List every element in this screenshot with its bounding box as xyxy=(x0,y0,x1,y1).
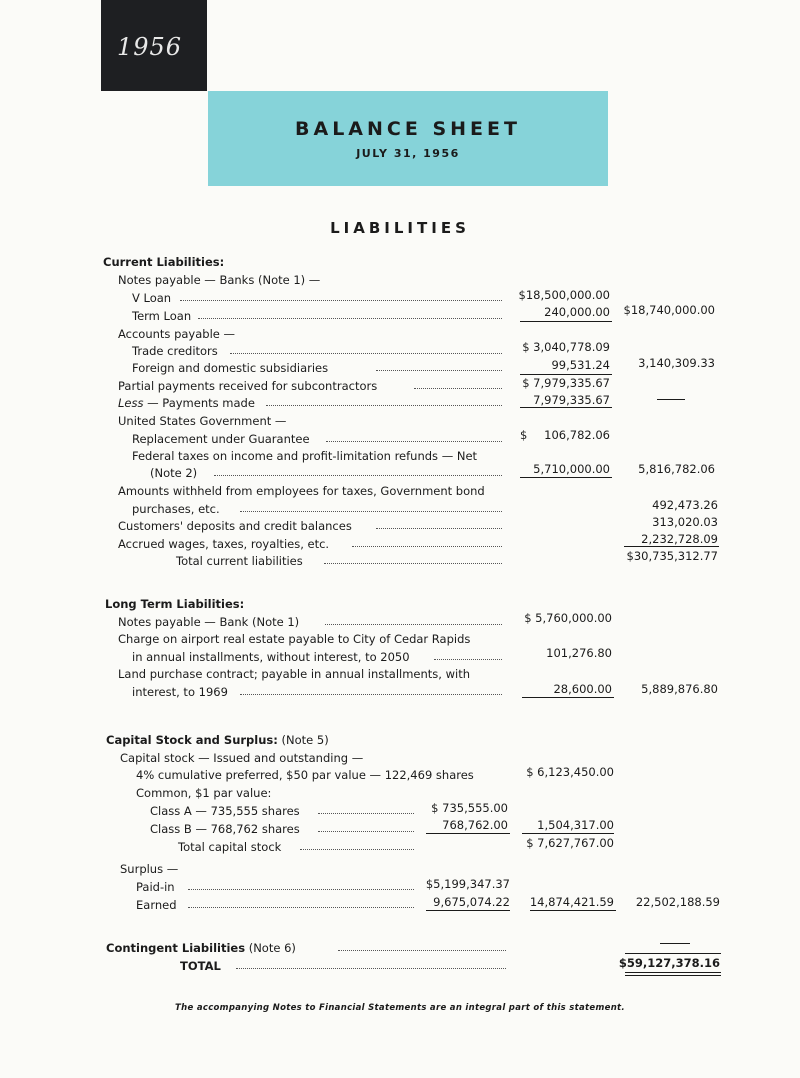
bank-note-amount: $ 5,760,000.00 xyxy=(524,611,612,625)
less-italic: Less xyxy=(118,396,144,410)
earned-amount: 9,675,074.22 xyxy=(433,895,510,909)
replacement-currency: $ xyxy=(520,428,528,442)
underline xyxy=(520,407,612,408)
leader-dots xyxy=(240,685,502,695)
class-b-label: Class B — 768,762 shares xyxy=(150,822,300,836)
term-loan-amount: 240,000.00 xyxy=(544,305,610,319)
less-payments-text: — Payments made xyxy=(143,396,255,410)
surplus-label: Surplus — xyxy=(120,862,179,876)
leader-dots xyxy=(180,291,502,301)
liabilities-heading: LIABILITIES xyxy=(330,219,470,237)
contingent-heading: Contingent Liabilities xyxy=(106,941,246,955)
long-term-heading: Long Term Liabilities: xyxy=(105,597,245,611)
airport-charge-amount: 101,276.80 xyxy=(546,646,612,660)
year-label: 1956 xyxy=(117,33,183,61)
leader-dots xyxy=(434,650,502,660)
leader-dots xyxy=(300,840,414,850)
common-label: Common, $1 par value: xyxy=(136,786,272,800)
leader-dots xyxy=(236,959,506,969)
double-underline-bottom xyxy=(625,975,721,976)
foreign-subsidiaries-label: Foreign and domestic subsidiaries xyxy=(132,361,329,375)
leader-dots xyxy=(376,519,502,529)
leader-dots xyxy=(324,554,502,564)
class-a-amount: $ 735,555.00 xyxy=(431,801,508,815)
v-loan-label: V Loan xyxy=(132,291,172,305)
leader-dots xyxy=(188,880,414,890)
airport-charge-label-2: in annual installments, without interest, to 2050 xyxy=(132,650,410,664)
leader-dots xyxy=(318,804,414,814)
leader-dots xyxy=(376,361,502,371)
page-title: BALANCE SHEET xyxy=(295,118,521,140)
total-current-amount: $30,735,312.77 xyxy=(626,549,718,563)
underline xyxy=(520,374,612,375)
footnote: The accompanying Notes to Financial Statements are an integral part of this statement. xyxy=(175,1003,625,1013)
v-loan-amount: $18,500,000.00 xyxy=(518,288,610,302)
surplus-total: 14,874,421.59 xyxy=(529,895,614,909)
paid-in-amount: $5,199,347.37 xyxy=(425,877,510,891)
class-a-label: Class A — 735,555 shares xyxy=(150,804,300,818)
notes-payable-total: $18,740,000.00 xyxy=(623,303,715,317)
total-current-label: Total current liabilities xyxy=(176,554,303,568)
land-contract-amount: 28,600.00 xyxy=(553,682,612,696)
federal-taxes-label: Federal taxes on income and profit-limitation refunds — Net xyxy=(132,449,478,463)
underline xyxy=(520,477,612,478)
us-government-total: 5,816,782.06 xyxy=(638,462,715,476)
current-liabilities-heading: Current Liabilities: xyxy=(103,255,225,269)
leader-dots xyxy=(214,466,502,476)
underline xyxy=(522,833,614,834)
partial-payments-label: Partial payments received for subcontractors xyxy=(118,379,378,393)
airport-charge-label: Charge on airport real estate payable to City of Cedar Rapids xyxy=(118,632,471,646)
accounts-payable-total: 3,140,309.33 xyxy=(638,356,715,370)
less-payments-label xyxy=(118,396,255,410)
statement-date: JULY 31, 1956 xyxy=(356,147,460,160)
us-government-label: United States Government — xyxy=(118,414,287,428)
year-block xyxy=(101,0,207,91)
underline xyxy=(426,833,510,834)
term-loan-label: Term Loan xyxy=(132,309,192,323)
preferred-amount: $ 6,123,450.00 xyxy=(526,765,614,779)
bank-note-label: Notes payable — Bank (Note 1) xyxy=(118,615,300,629)
replacement-amount: 106,782.06 xyxy=(544,428,610,442)
total-label: TOTAL xyxy=(180,959,221,973)
leader-dots xyxy=(318,822,414,832)
class-b-amount: 768,762.00 xyxy=(442,818,508,832)
preferred-label: 4% cumulative preferred, $50 par value — 122,469 shares xyxy=(136,768,474,782)
underline xyxy=(530,910,616,911)
contingent-liabilities-label xyxy=(106,941,296,955)
capital-stock-label: Capital stock — Issued and outstanding — xyxy=(120,751,364,765)
earned-label: Earned xyxy=(136,898,177,912)
paid-in-label: Paid-in xyxy=(136,880,175,894)
amounts-withheld-label-2: purchases, etc. xyxy=(132,502,220,516)
land-contract-label: Land purchase contract; payable in annual installments, with xyxy=(118,667,471,681)
contingent-note: (Note 6) xyxy=(245,941,296,955)
leader-dots xyxy=(352,537,502,547)
long-term-total: 5,889,876.80 xyxy=(641,682,718,696)
leader-dots xyxy=(338,941,506,951)
accrued-wages-label: Accrued wages, taxes, royalties, etc. xyxy=(118,537,330,551)
nil-dash xyxy=(657,399,685,400)
leader-dots xyxy=(188,898,414,908)
accounts-payable-label: Accounts payable — xyxy=(118,327,236,341)
leader-dots xyxy=(414,379,502,389)
capital-heading-note: (Note 5) xyxy=(277,733,329,747)
replacement-label: Replacement under Guarantee xyxy=(132,432,310,446)
leader-dots xyxy=(326,432,502,442)
amounts-withheld-label: Amounts withheld from employees for taxes, Government bond xyxy=(118,484,485,498)
customer-deposits-label: Customers' deposits and credit balances xyxy=(118,519,352,533)
title-banner xyxy=(208,91,608,186)
trade-creditors-amount: $ 3,040,778.09 xyxy=(522,340,610,354)
amounts-withheld-amount: 492,473.26 xyxy=(652,498,718,512)
double-underline-top xyxy=(625,972,721,973)
total-capital-amount: $ 7,627,767.00 xyxy=(526,836,614,850)
land-contract-label-2: interest, to 1969 xyxy=(132,685,228,699)
total-capital-label: Total capital stock xyxy=(178,840,282,854)
leader-dots xyxy=(325,615,502,625)
accrued-wages-amount: 2,232,728.09 xyxy=(641,532,718,546)
notes-payable-label: Notes payable — Banks (Note 1) — xyxy=(118,273,321,287)
leader-dots xyxy=(266,396,502,406)
federal-taxes-amount: 5,710,000.00 xyxy=(533,462,610,476)
capital-surplus-total: 22,502,188.59 xyxy=(635,895,720,909)
federal-taxes-note: (Note 2) xyxy=(150,466,198,480)
underline xyxy=(426,910,510,911)
underline xyxy=(520,321,612,322)
underline xyxy=(625,953,721,954)
capital-heading-text: Capital Stock and Surplus: xyxy=(106,733,278,747)
underline xyxy=(624,546,719,547)
leader-dots xyxy=(240,502,502,512)
foreign-subsidiaries-amount: 99,531.24 xyxy=(551,358,610,372)
nil-dash xyxy=(660,943,690,944)
less-payments-amount: 7,979,335.67 xyxy=(533,393,610,407)
capital-heading xyxy=(106,733,329,747)
trade-creditors-label: Trade creditors xyxy=(132,344,218,358)
grand-total-amount: $59,127,378.16 xyxy=(618,956,720,970)
underline xyxy=(522,697,614,698)
common-total: 1,504,317.00 xyxy=(537,818,614,832)
customer-deposits-amount: 313,020.03 xyxy=(652,515,718,529)
partial-payments-amount: $ 7,979,335.67 xyxy=(522,376,610,390)
leader-dots xyxy=(230,344,502,354)
leader-dots xyxy=(198,309,502,319)
